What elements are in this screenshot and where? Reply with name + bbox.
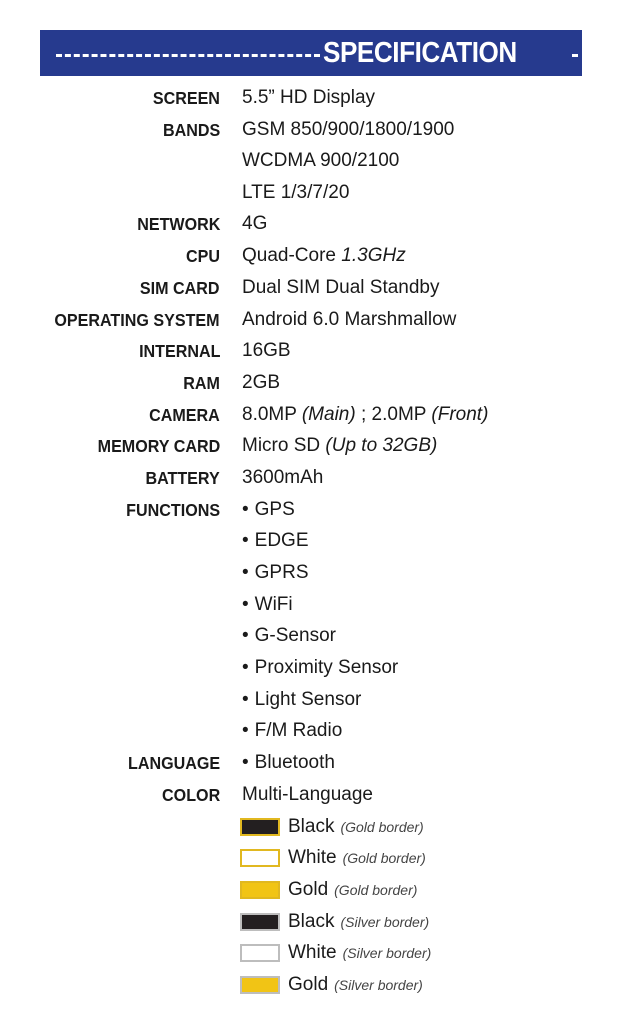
function-label: F/M Radio — [254, 720, 343, 741]
value-screen: 5.5” HD Display — [242, 87, 376, 108]
function-label: G-Sensor — [254, 625, 336, 646]
value-ram: 2GB — [242, 372, 281, 393]
value-internal: 16GB — [242, 340, 291, 361]
value-memory-card — [242, 435, 437, 457]
value-memory-limit: (Up to 32GB) — [325, 435, 438, 456]
value-camera-front: 2.0MP — [371, 404, 427, 425]
banner-title: SPECIFICATION — [323, 37, 517, 69]
color-note: (Silver border) — [340, 914, 430, 930]
label-screen: SCREEN — [152, 88, 220, 108]
color-note: (Gold border) — [340, 819, 424, 835]
value-camera-main: 8.0MP — [242, 404, 297, 425]
function-item — [242, 530, 309, 552]
value-color: Multi-Language — [242, 784, 373, 805]
function-label: Proximity Sensor — [254, 657, 399, 678]
label-network: NETWORK — [136, 214, 220, 234]
bullet: • — [242, 752, 249, 773]
color-note: (Silver border) — [342, 945, 432, 961]
bullet: • — [242, 657, 249, 678]
color-name: Gold — [288, 974, 329, 995]
bullet: • — [242, 594, 249, 615]
function-item — [242, 625, 336, 647]
value-cpu — [242, 245, 406, 267]
label-operating-system: OPERATING SYSTEM — [54, 310, 220, 330]
color-name: Gold — [288, 879, 329, 900]
value-operating-system: Android 6.0 Marshmallow — [242, 309, 457, 330]
color-swatch — [240, 976, 280, 994]
label-battery: BATTERY — [145, 468, 220, 488]
bullet: • — [242, 689, 249, 710]
function-item — [242, 720, 342, 742]
label-memory-card: MEMORY CARD — [97, 436, 220, 456]
bullet: • — [242, 562, 249, 583]
value-memory-type: Micro SD — [242, 435, 321, 456]
color-name: Black — [288, 911, 335, 932]
label-functions: FUNCTIONS — [126, 500, 220, 520]
function-label: WiFi — [254, 594, 293, 615]
specification-banner — [40, 30, 582, 76]
label-language: LANGUAGE — [127, 753, 220, 773]
label-internal: INTERNAL — [138, 341, 220, 361]
value-cpu-speed: 1.3GHz — [341, 245, 406, 266]
function-item — [242, 562, 309, 584]
value-cpu-cores: Quad-Core — [242, 245, 336, 266]
label-camera: CAMERA — [149, 405, 220, 425]
function-item — [242, 689, 361, 711]
bullet: • — [242, 720, 249, 741]
value-bands-wcdma: WCDMA 900/2100 — [242, 150, 400, 171]
banner-dashes-right — [572, 54, 582, 57]
label-cpu: CPU — [186, 246, 220, 266]
bullet: • — [242, 530, 249, 551]
bullet: • — [242, 499, 249, 520]
value-bands-lte: LTE 1/3/7/20 — [242, 182, 350, 203]
banner-dashes-left — [56, 54, 320, 57]
color-swatch — [240, 881, 280, 899]
function-label: Bluetooth — [254, 752, 335, 773]
function-label: GPRS — [254, 562, 309, 583]
label-sim-card: SIM CARD — [140, 278, 220, 298]
function-item — [242, 657, 398, 679]
function-label: Light Sensor — [254, 689, 362, 710]
color-swatch — [240, 944, 280, 962]
label-ram: RAM — [183, 373, 220, 393]
color-swatch — [240, 849, 280, 867]
value-camera-front-note: (Front) — [431, 404, 489, 425]
label-bands: BANDS — [162, 120, 220, 140]
value-camera-separator: ; — [360, 404, 367, 425]
color-name: White — [288, 847, 337, 868]
function-label: EDGE — [254, 530, 309, 551]
function-label: GPS — [254, 499, 295, 520]
color-swatch — [240, 913, 280, 931]
color-name: Black — [288, 816, 335, 837]
function-item — [242, 499, 295, 521]
color-note: (Gold border) — [342, 850, 426, 866]
value-battery: 3600mAh — [242, 467, 324, 488]
function-item — [242, 594, 293, 616]
bullet: • — [242, 625, 249, 646]
value-network: 4G — [242, 213, 268, 234]
color-note: (Silver border) — [334, 977, 423, 993]
color-name: White — [288, 942, 337, 963]
label-color: COLOR — [161, 785, 220, 805]
color-swatch — [240, 818, 280, 836]
value-camera — [242, 404, 488, 426]
value-bands-gsm: GSM 850/900/1800/1900 — [242, 119, 455, 140]
function-item — [242, 752, 335, 774]
color-note: (Gold border) — [334, 882, 418, 898]
value-sim-card: Dual SIM Dual Standby — [242, 277, 440, 298]
value-camera-main-note: (Main) — [301, 404, 356, 425]
